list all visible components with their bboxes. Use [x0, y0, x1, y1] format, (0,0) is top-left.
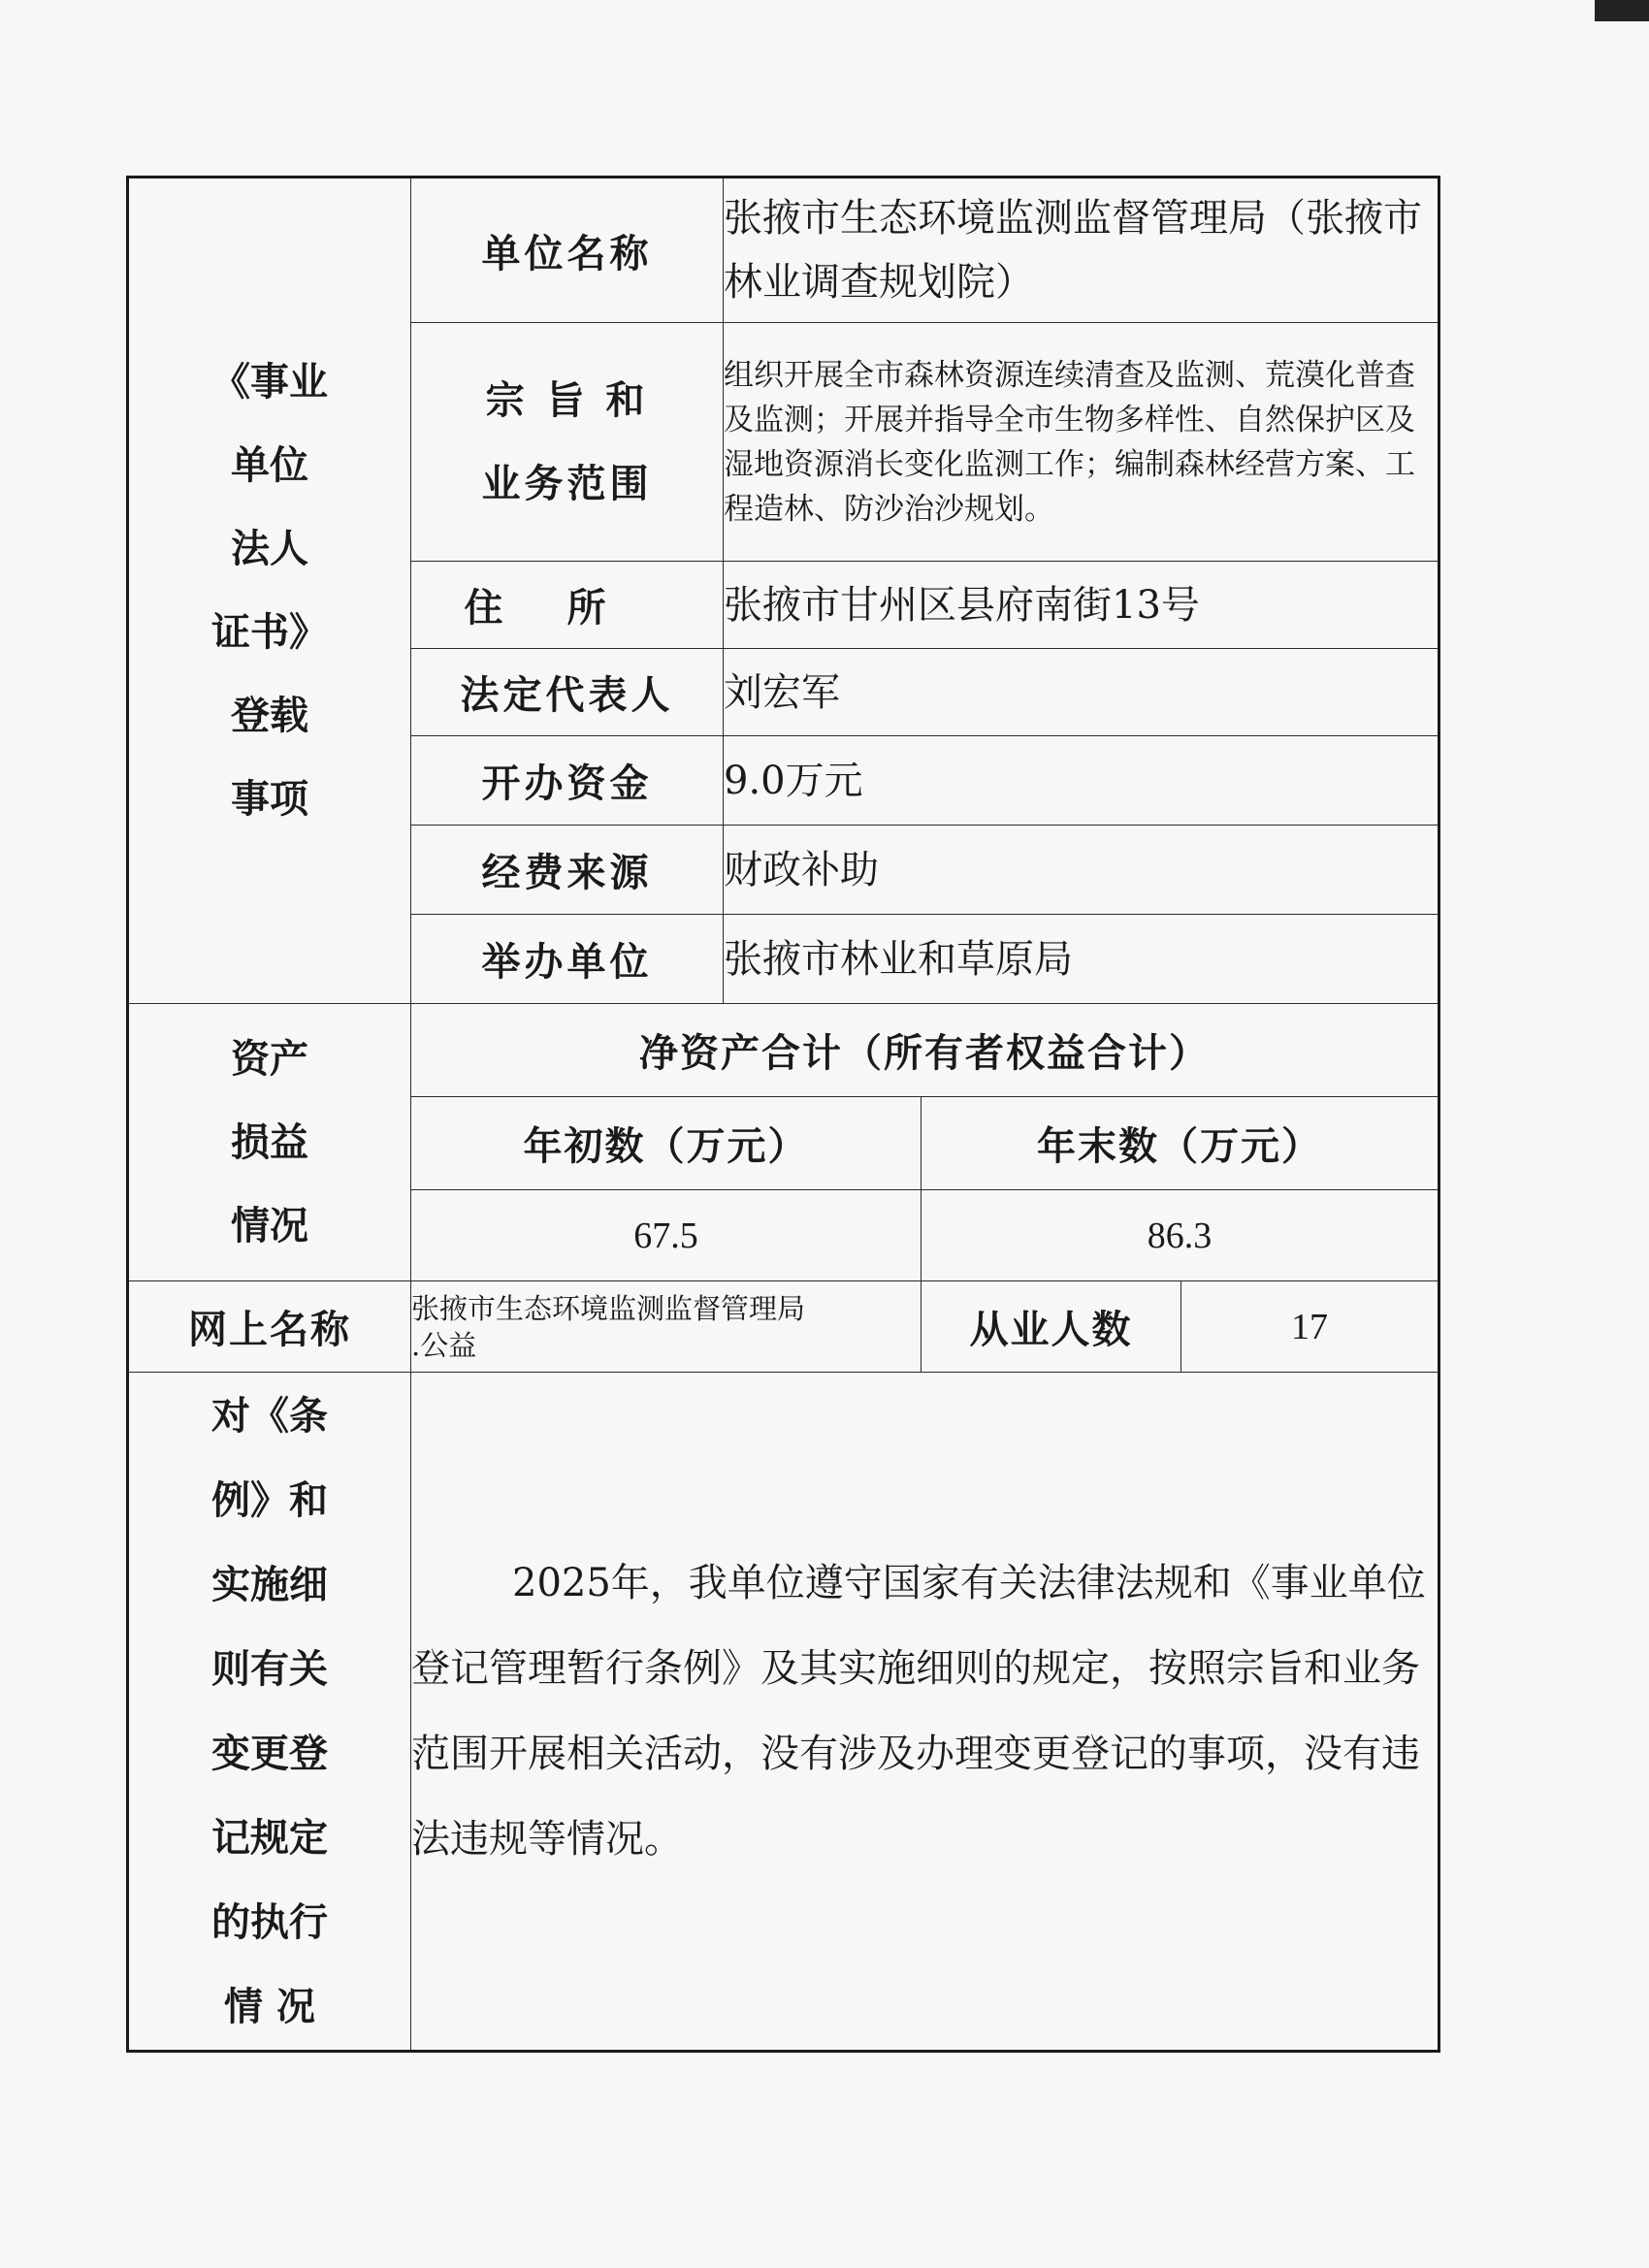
registration-label-line: 证书》 [211, 609, 328, 655]
execution-label-line: 的执行 [211, 1899, 328, 1945]
address-label: 住所 [411, 562, 724, 649]
capital-value: 9.0万元 [724, 736, 1439, 826]
online-name-line: 张掖市生态环境监测监督管理局 [411, 1291, 806, 1325]
unit-name-label: 单位名称 [411, 178, 724, 323]
purpose-label-line: 业务范围 [481, 460, 653, 506]
execution-label-line: 对《条 [211, 1393, 328, 1439]
row-net-assets-header [128, 1004, 1439, 1097]
assets-label-line: 情况 [231, 1202, 308, 1248]
row-online-name [128, 1281, 1439, 1373]
end-of-year-label: 年末数（万元） [922, 1097, 1439, 1190]
registration-section-label [128, 178, 411, 1004]
end-of-year-value: 86.3 [922, 1190, 1439, 1281]
purpose-label [411, 323, 724, 562]
staff-count-label: 从业人数 [922, 1281, 1181, 1373]
scan-edge [1595, 0, 1649, 21]
legal-rep-value: 刘宏军 [724, 649, 1439, 736]
assets-label-line: 资产 [231, 1035, 308, 1082]
capital-label: 开办资金 [411, 736, 724, 826]
assets-section-label [128, 1004, 411, 1281]
registration-label-line: 事项 [231, 776, 308, 822]
execution-label-line: 例》和 [211, 1477, 328, 1523]
staff-count-value: 17 [1181, 1281, 1439, 1373]
purpose-value: 组织开展全市森林资源连续清查及监测、荒漠化普查及监测；开展并指导全市生物多样性、自然保护区及湿地资源消长变化监测工作；编制森林经营方案、工程造林、防沙治沙规划。 [724, 323, 1439, 562]
address-value: 张掖市甘州区县府南街13号 [724, 562, 1439, 649]
online-name-label: 网上名称 [128, 1281, 411, 1373]
execution-label-line: 变更登 [211, 1731, 328, 1776]
registration-label-line: 法人 [231, 526, 308, 571]
execution-text: 2025年，我单位遵守国家有关法律法规和《事业单位登记管理暂行条例》及其实施细则的规定，按照宗旨和业务范围开展相关活动，没有涉及办理变更登记的事项，没有违法违规等情况。 [411, 1373, 1439, 2052]
registration-label-line: 登载 [231, 693, 308, 738]
sponsor-label: 举办单位 [411, 915, 724, 1004]
execution-label-line: 记规定 [211, 1815, 328, 1861]
begin-of-year-label: 年初数（万元） [411, 1097, 922, 1190]
annual-report-table [126, 176, 1440, 2053]
legal-rep-label: 法定代表人 [411, 649, 724, 736]
sponsor-value: 张掖市林业和草原局 [724, 915, 1439, 1004]
registration-label-line: 单位 [231, 442, 308, 488]
registration-label-line: 《事业 [211, 359, 328, 405]
funding-label: 经费来源 [411, 826, 724, 915]
begin-of-year-value: 67.5 [411, 1190, 922, 1281]
purpose-label-line: 宗 旨 和 [485, 376, 649, 423]
row-execution [128, 1373, 1439, 2052]
execution-label-line: 情 况 [224, 1984, 315, 2029]
online-name-value [411, 1281, 922, 1373]
row-unit-name [128, 178, 1439, 323]
execution-label-line: 则有关 [211, 1646, 328, 1692]
unit-name-value: 张掖市生态环境监测监督管理局（张掖市林业调查规划院） [724, 178, 1439, 323]
funding-value: 财政补助 [724, 826, 1439, 915]
execution-section-label [128, 1373, 411, 2052]
online-name-line: .公益 [411, 1328, 477, 1362]
execution-label-line: 实施细 [211, 1562, 328, 1607]
assets-label-line: 损益 [231, 1118, 308, 1165]
net-assets-header: 净资产合计（所有者权益合计） [411, 1004, 1439, 1097]
